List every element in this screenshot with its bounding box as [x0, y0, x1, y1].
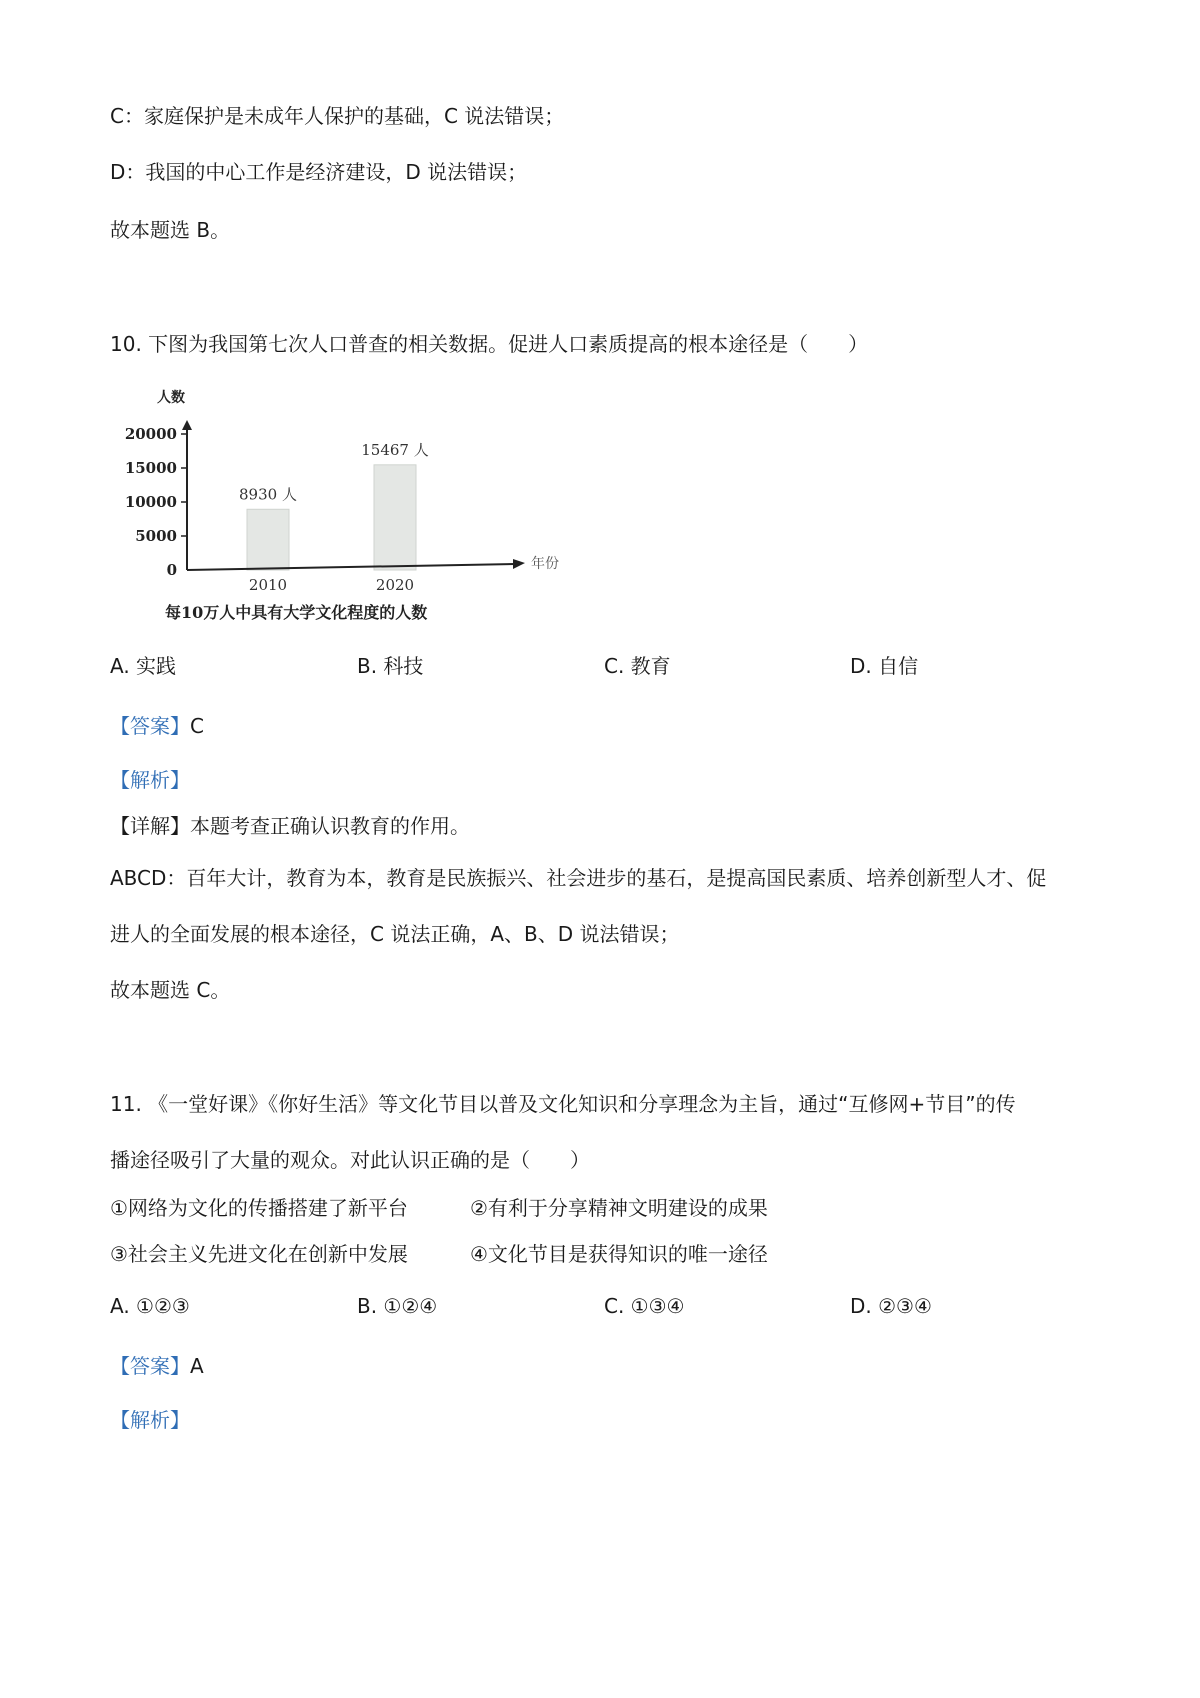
q10-option-c: C. 教育	[604, 654, 671, 678]
chart-caption: 每10万人中具有大学文化程度的人数	[165, 603, 428, 622]
q10-stem: 10. 下图为我国第七次人口普查的相关数据。促进人口素质提高的根本途径是（ ）	[110, 332, 869, 356]
q11-stem-line1: 11. 《一堂好课》《你好生活》等文化节目以普及文化知识和分享理念为主旨，通过“互修网+节目”的传	[110, 1092, 1016, 1116]
bar-2020	[374, 465, 416, 570]
q10-explanation-line1: ABCD：百年大计，教育为本，教育是民族振兴、社会进步的基石，是提高国民素质、培养创新型人才、促	[110, 866, 1047, 890]
x-axis-label: 年份	[531, 556, 559, 572]
answer-tag: 【答案】	[110, 714, 190, 738]
x-axis-arrow	[513, 559, 525, 569]
q10-detail: 【详解】本题考查正确认识教育的作用。	[110, 814, 470, 838]
answer-tag: 【答案】	[110, 1354, 190, 1378]
x-axis	[187, 564, 515, 570]
bar-data-label: 15467 人	[361, 440, 429, 459]
q9-option-d-explanation: D：我国的中心工作是经济建设，D 说法错误；	[110, 160, 528, 184]
y-axis-arrow	[182, 420, 192, 430]
q11-option-d: D. ②③④	[850, 1294, 932, 1318]
q11-item-3: ③社会主义先进文化在创新中发展	[110, 1242, 408, 1266]
answer-value: C	[190, 714, 204, 738]
y-tick-label: 20000	[124, 425, 177, 443]
y-tick-label: 0	[166, 561, 177, 579]
q11-item-2: ②有利于分享精神文明建设的成果	[470, 1196, 768, 1220]
q11-option-b: B. ①②④	[357, 1294, 438, 1318]
bar-2010	[247, 509, 289, 570]
q11-analysis-tag: 【解析】	[110, 1408, 190, 1432]
y-tick-label: 10000	[124, 493, 177, 511]
q11-option-c: C. ①③④	[604, 1294, 685, 1318]
q11-answer	[110, 1352, 204, 1380]
q11-option-a: A. ①②③	[110, 1294, 190, 1318]
q10-option-a: A. 实践	[110, 654, 177, 678]
q10-explanation-line2: 进人的全面发展的根本途径，C 说法正确，A、B、D 说法错误；	[110, 922, 680, 946]
q9-conclusion: 故本题选 B。	[110, 218, 231, 242]
q9-option-c-explanation: C：家庭保护是未成年人保护的基础，C 说法错误；	[110, 104, 565, 128]
q11-item-1: ①网络为文化的传播搭建了新平台	[110, 1196, 408, 1220]
y-tick-label: 15000	[124, 459, 177, 477]
y-tick-label: 5000	[135, 527, 177, 545]
q10-answer	[110, 712, 204, 740]
q10-analysis-tag: 【解析】	[110, 768, 190, 792]
y-axis-label: 人数	[157, 390, 185, 406]
q11-item-4: ④文化节目是获得知识的唯一途径	[470, 1242, 768, 1266]
x-tick-label: 2010	[248, 576, 288, 594]
q10-conclusion: 故本题选 C。	[110, 978, 231, 1002]
q10-option-b: B. 科技	[357, 654, 424, 678]
bar-data-label: 8930 人	[239, 485, 297, 504]
census-bar-chart	[105, 382, 585, 642]
q10-option-d: D. 自信	[850, 654, 919, 678]
answer-value: A	[190, 1354, 204, 1378]
x-tick-label: 2020	[375, 576, 415, 594]
q11-stem-line2: 播途径吸引了大量的观众。对此认识正确的是（ ）	[110, 1148, 590, 1172]
